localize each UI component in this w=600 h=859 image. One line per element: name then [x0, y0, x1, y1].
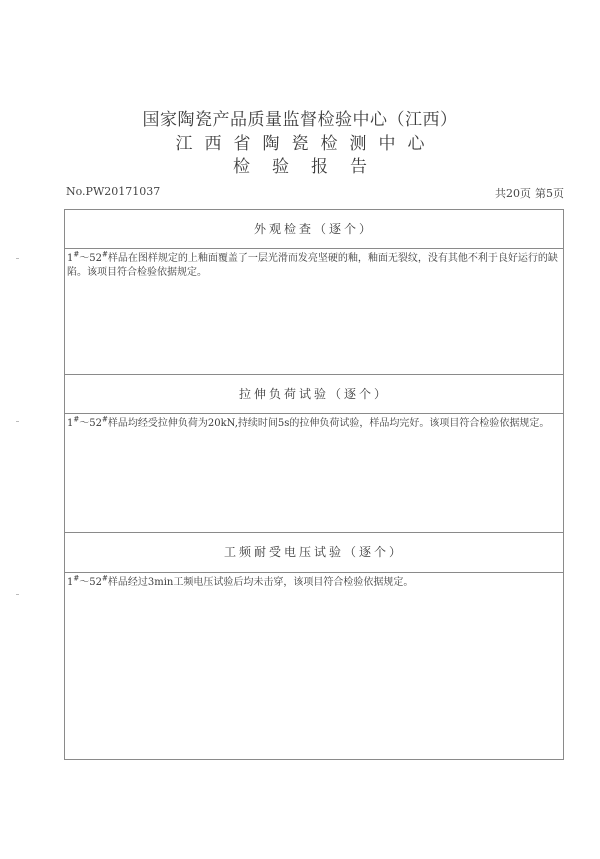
sample-mark: #	[73, 415, 80, 424]
sample-range-start: 1	[67, 253, 74, 264]
sample-range-end: 52	[89, 418, 102, 429]
sample-range-start: 1	[67, 577, 74, 588]
total-pages: 共20页	[495, 187, 531, 200]
section-header-appearance: 外观检查（逐个）	[65, 210, 563, 249]
sample-range-end: 52	[89, 253, 102, 264]
range-separator: ～	[79, 253, 90, 264]
section-header-power-frequency-voltage: 工频耐受电压试验（逐个）	[65, 532, 563, 573]
report-title: 检验报告	[233, 157, 389, 177]
institution-name: 国家陶瓷产品质量监督检验中心（江西）	[142, 110, 458, 130]
sample-mark: #	[73, 250, 80, 259]
inspection-table	[64, 209, 564, 760]
section-body-appearance	[65, 252, 563, 374]
range-separator: ～	[79, 577, 90, 588]
section-body-tensile-load	[65, 417, 563, 534]
sample-mark: #	[101, 574, 108, 583]
section-header-tensile-load: 拉伸负荷试验（逐个）	[65, 374, 563, 414]
page-indicator	[495, 185, 564, 201]
sample-mark: #	[73, 574, 80, 583]
center-name: 江西省陶瓷检测中心	[175, 134, 437, 154]
result-text: 样品在图样规定的上釉面覆盖了一层光滑而发亮坚硬的釉，釉面无裂纹，没有其他不利于良好运行的缺陷。该项目符合检验依据规定。	[67, 253, 558, 278]
result-text: 样品经过3min工频电压试验后均未击穿，该项目符合检验依据规定。	[107, 577, 414, 588]
range-separator: ～	[79, 418, 90, 429]
report-number: No.PW20171037	[66, 185, 161, 198]
sample-mark: #	[101, 415, 108, 424]
margin-mark	[16, 594, 19, 595]
margin-mark	[16, 421, 19, 422]
sample-range-start: 1	[67, 418, 74, 429]
margin-mark	[16, 258, 19, 259]
sample-range-end: 52	[89, 577, 102, 588]
sample-mark: #	[101, 250, 108, 259]
result-text: 样品均经受拉伸负荷为20kN,持续时间5s的拉伸负荷试验，样品均完好。该项目符合检验依据规定。	[107, 418, 550, 429]
section-body-power-frequency-voltage	[65, 576, 563, 756]
current-page: 第5页	[535, 187, 564, 200]
